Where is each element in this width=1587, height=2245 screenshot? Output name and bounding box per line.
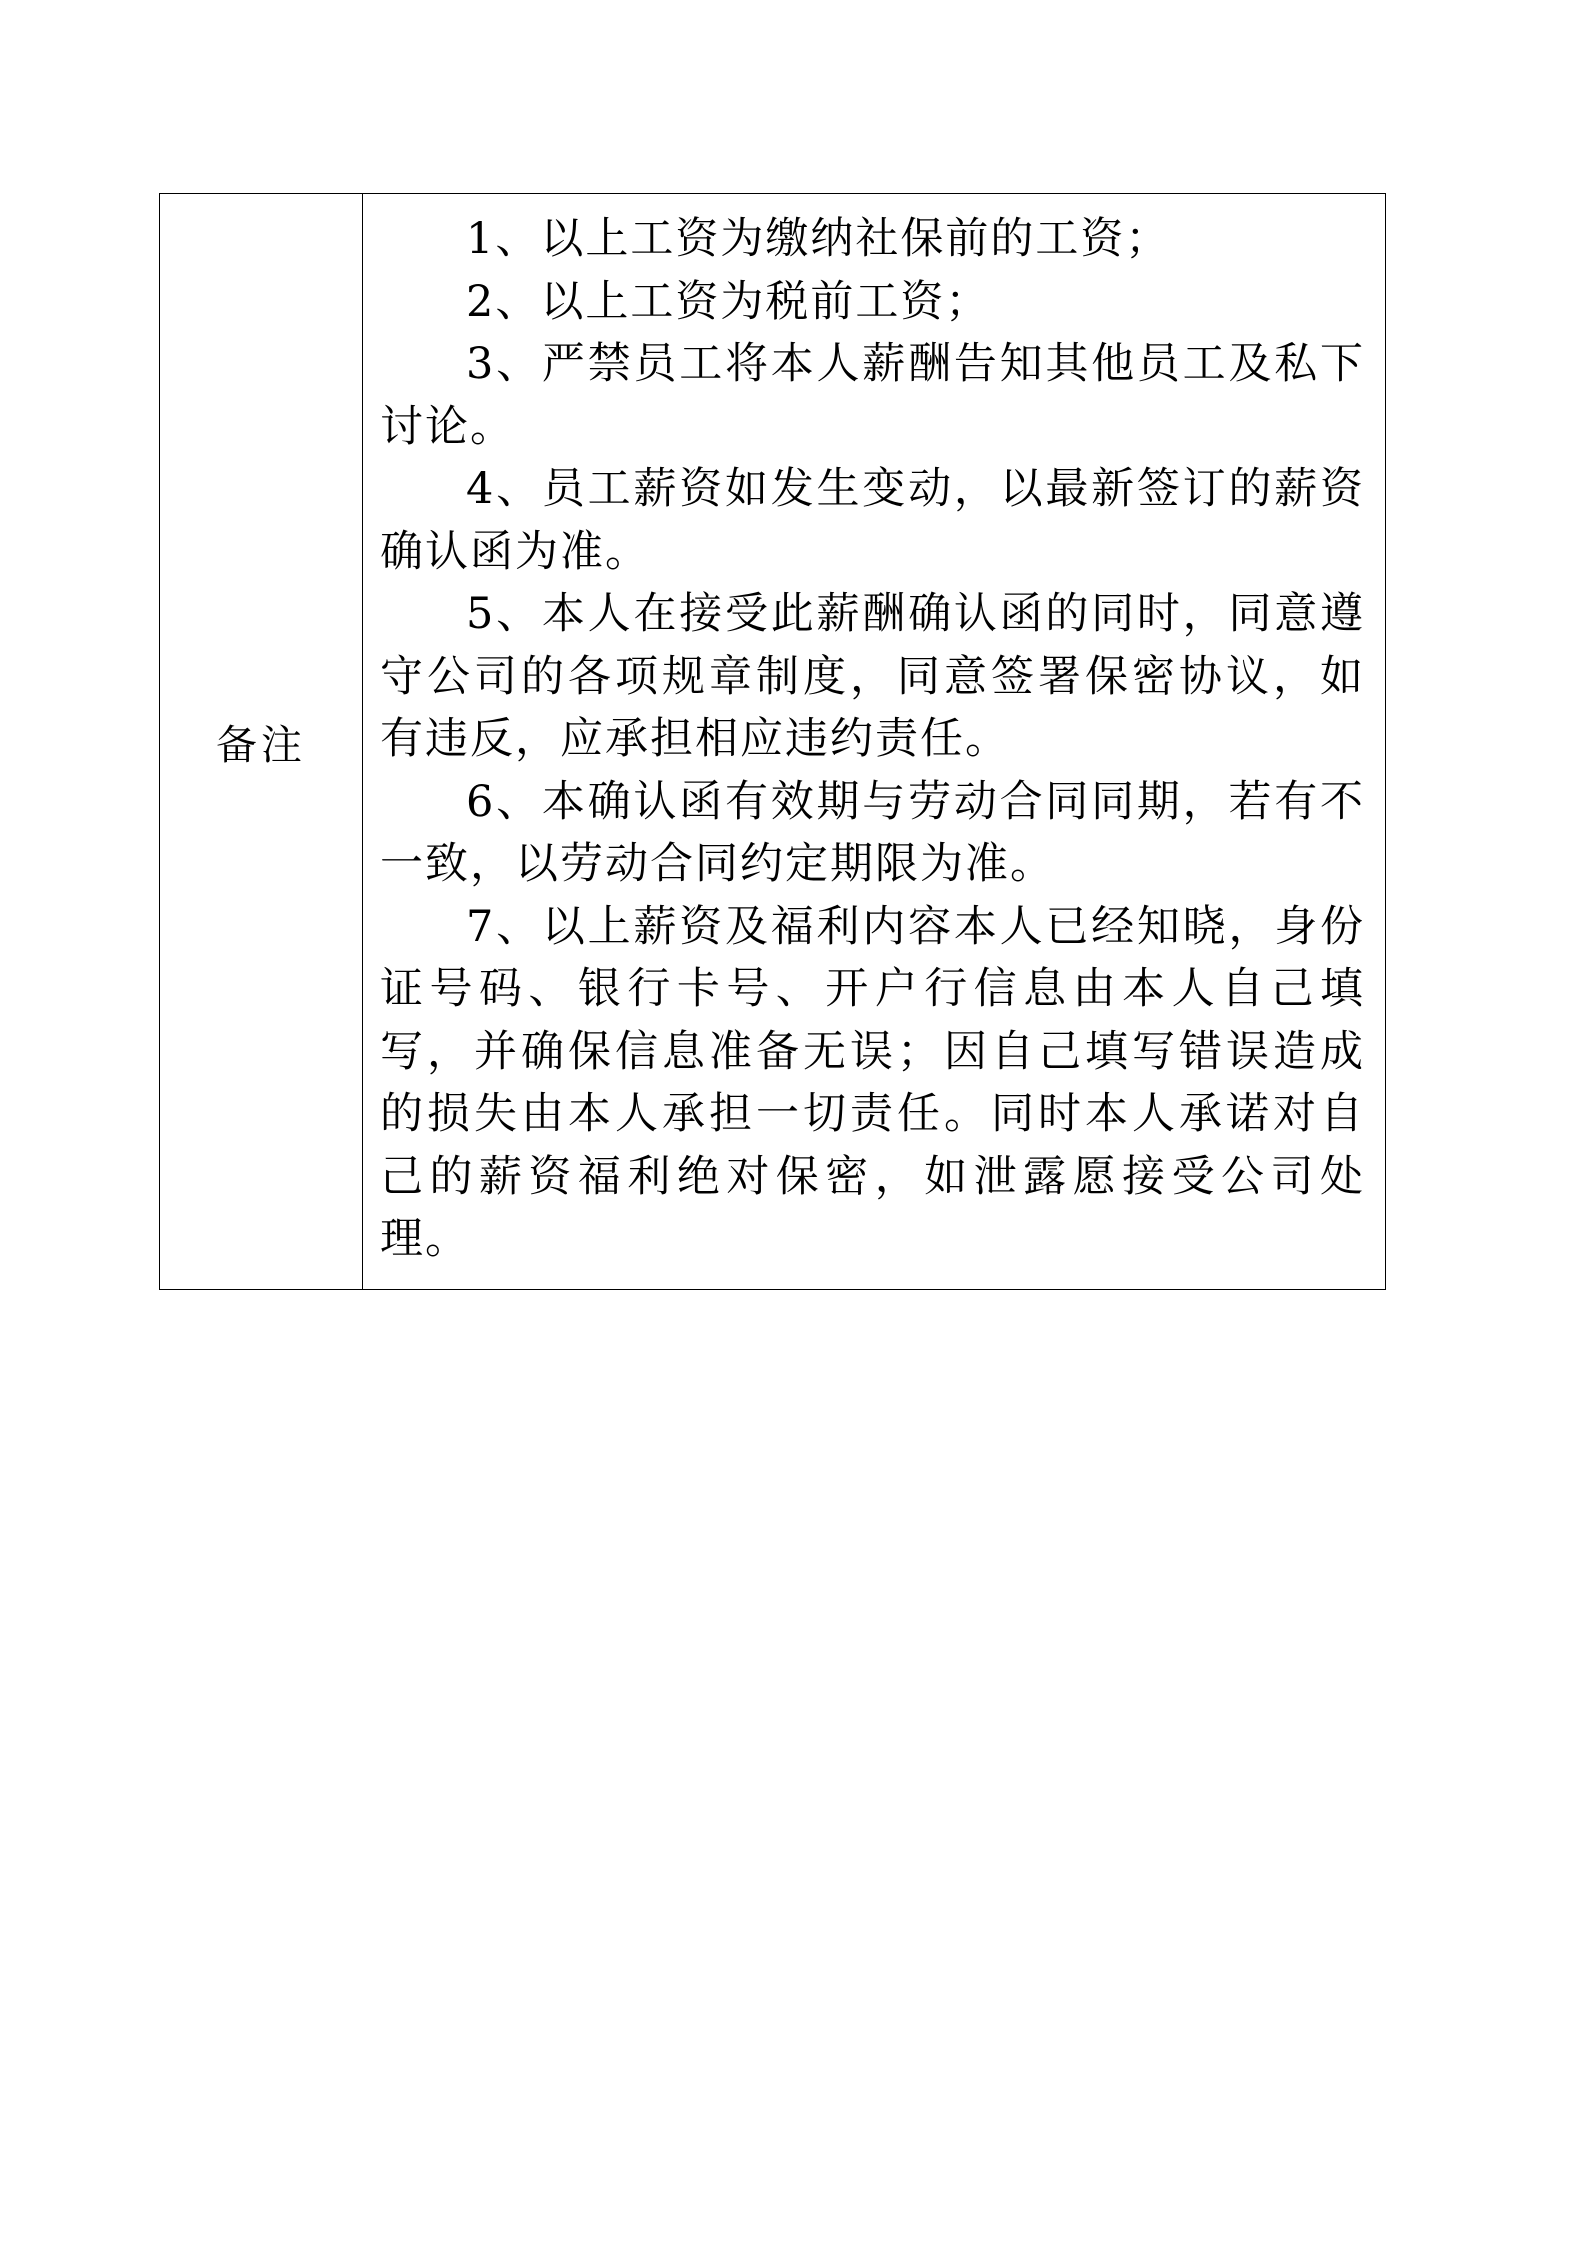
remarks-label: 备注 [160, 194, 363, 1290]
note-item-6: 6、本确认函有效期与劳动合同同期，若有不一致，以劳动合同约定期限为准。 [380, 776, 1365, 889]
note-item-5: 5、本人在接受此薪酬确认函的同时，同意遵守公司的各项规章制度，同意签署保密协议，如有违反，应承担相应违约责任。 [380, 589, 1365, 764]
note-item-1: 1、以上工资为缴纳社保前的工资； [466, 214, 1171, 264]
remarks-content [363, 194, 1386, 1290]
note-item-3: 3、严禁员工将本人薪酬告知其他员工及私下讨论。 [380, 339, 1365, 452]
remarks-table [159, 193, 1386, 1290]
note-item-2: 2、以上工资为税前工资； [466, 276, 991, 327]
note-item-4: 4、员工薪资如发生变动，以最新签订的薪资确认函为准。 [380, 464, 1365, 577]
note-item-7: 7、以上薪资及福利内容本人已经知晓，身份证号码、银行卡号、开户行信息由本人自己填写，并确保信息准备无误；因自己填写错误造成的损失由本人承担一切责任。同时本人承诺对自己的薪资福利绝对保密，如泄露愿接受公司处理。 [380, 901, 1365, 1264]
remarks-row [160, 194, 1386, 1290]
